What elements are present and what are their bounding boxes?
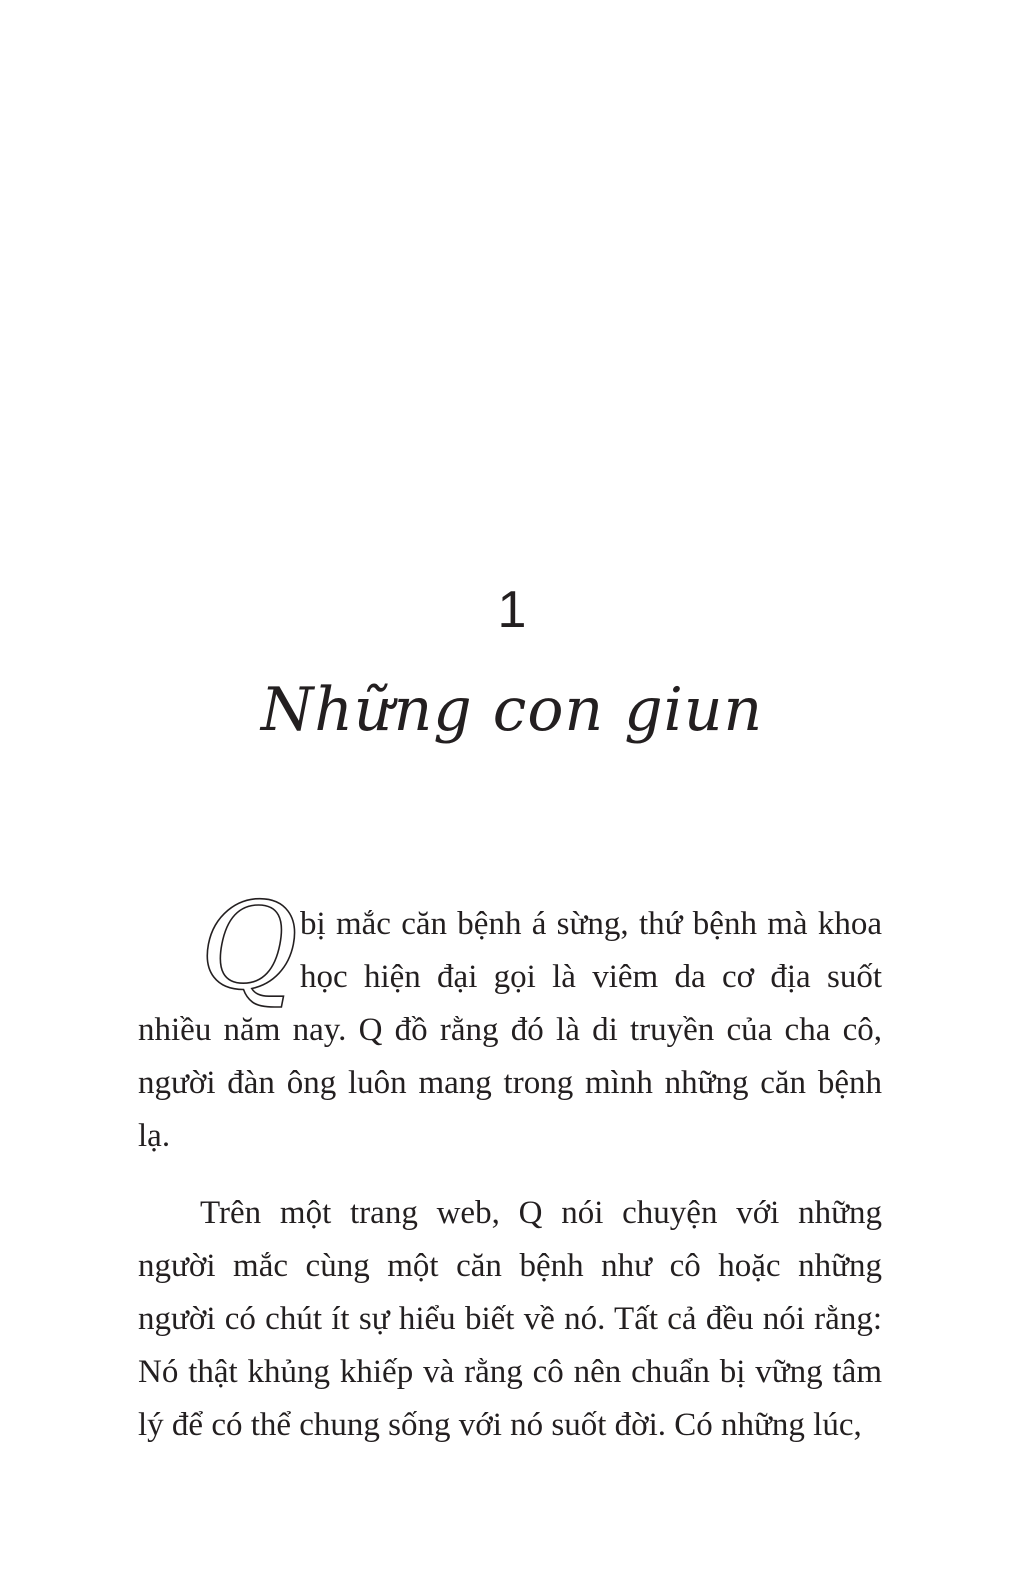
paragraph-1: [138, 878, 882, 1163]
drop-cap-glyph: [196, 878, 300, 1017]
chapter-title: Những con giun: [260, 675, 764, 745]
chapter-number: 1: [497, 581, 527, 639]
paragraph-2: Trên một trang web, Q nói chuyện với những người mắc cùng một căn bệnh như cô hoặc những người có chút ít sự hiểu biết về nó. Tất cả đều nói rằng: Nó thật khủng khiếp và rằng cô nên chuẩn bị vững tâm lý để có thể chung sống với nó suốt đời. Có những lúc,: [138, 1195, 882, 1443]
body-text: [138, 878, 882, 1452]
paragraph-1-text: bị mắc căn bệnh á sừng, thứ bệnh mà khoa học hiện đại gọi là viêm da cơ địa suốt nhiều năm nay. Q đồ rằng đó là di truyền của cha cô, người đàn ông luôn mang trong mình những căn bệnh lạ.: [138, 906, 882, 1154]
drop-cap-letter: Q: [200, 878, 299, 1017]
drop-cap: [138, 878, 300, 1017]
